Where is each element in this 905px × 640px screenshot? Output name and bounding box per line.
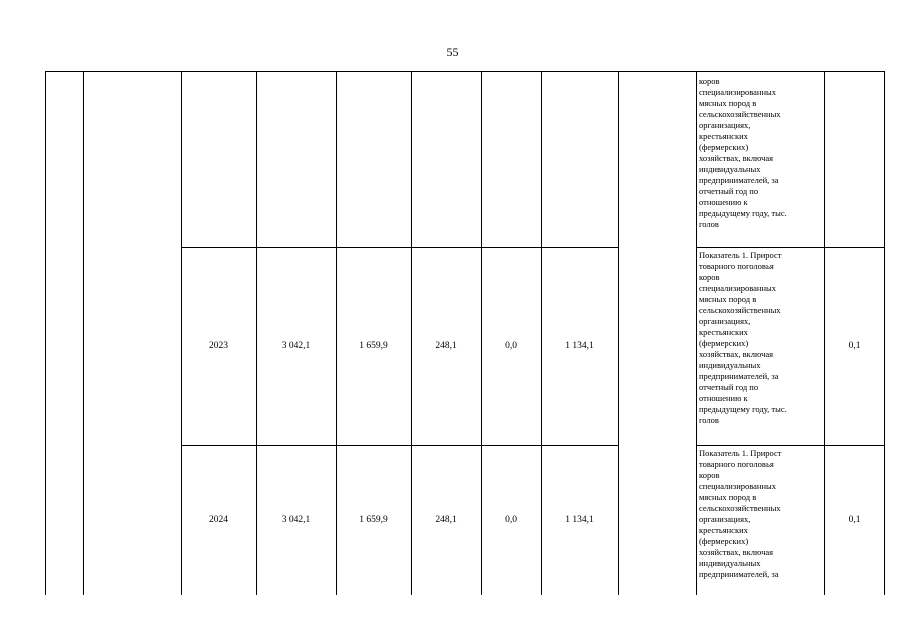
indicator-text: Показатель 1. Прирост товарного поголовья коров специализированных мясных пород в сельскохозяйственных организациях, крестьянских (фермерских) хозяйствах, включая индивидуальных предпринимателей, за [699, 448, 782, 579]
row-divider [181, 445, 618, 446]
indicator-value-cell: 0,1 [848, 515, 861, 525]
year-cell: 2024 [209, 515, 228, 525]
column-divider [83, 72, 84, 595]
indicator-text: Показатель 1. Прирост товарного поголовья коров специализированных мясных пород в сельскохозяйственных организациях, крестьянских (фермерских) хозяйствах, включая индивидуальных предпринимателей, за отчетный год по отношению к предыдущему году, тыс. голов [699, 250, 787, 425]
row-divider [181, 247, 618, 248]
local-cell: 0,0 [505, 515, 517, 525]
indicator-text-continued: коров специализированных мясных пород в сельскохозяйственных организациях, крестьянских (фермерских) хозяйствах, включая индивидуальных предпринимателей, за отчетный год по отношению к предыдущему году, тыс. голов [699, 76, 787, 229]
column-divider [696, 72, 697, 595]
total-cell: 3 042,1 [281, 341, 311, 351]
row-divider [696, 445, 885, 446]
row-divider [696, 247, 885, 248]
federal-cell: 1 659,9 [359, 341, 388, 351]
other-cell: 1 134,1 [565, 515, 594, 525]
local-cell: 0,0 [505, 341, 517, 351]
year-cell: 2023 [209, 341, 228, 351]
total-cell: 3 042,1 [281, 515, 311, 525]
indicator-value-cell: 0,1 [848, 341, 861, 351]
page-number: 55 [446, 45, 459, 59]
budget-table [45, 71, 885, 595]
other-cell: 1 134,1 [565, 341, 594, 351]
regional-cell: 248,1 [435, 341, 457, 351]
federal-cell: 1 659,9 [359, 515, 388, 525]
column-divider [618, 72, 619, 595]
regional-cell: 248,1 [435, 515, 457, 525]
